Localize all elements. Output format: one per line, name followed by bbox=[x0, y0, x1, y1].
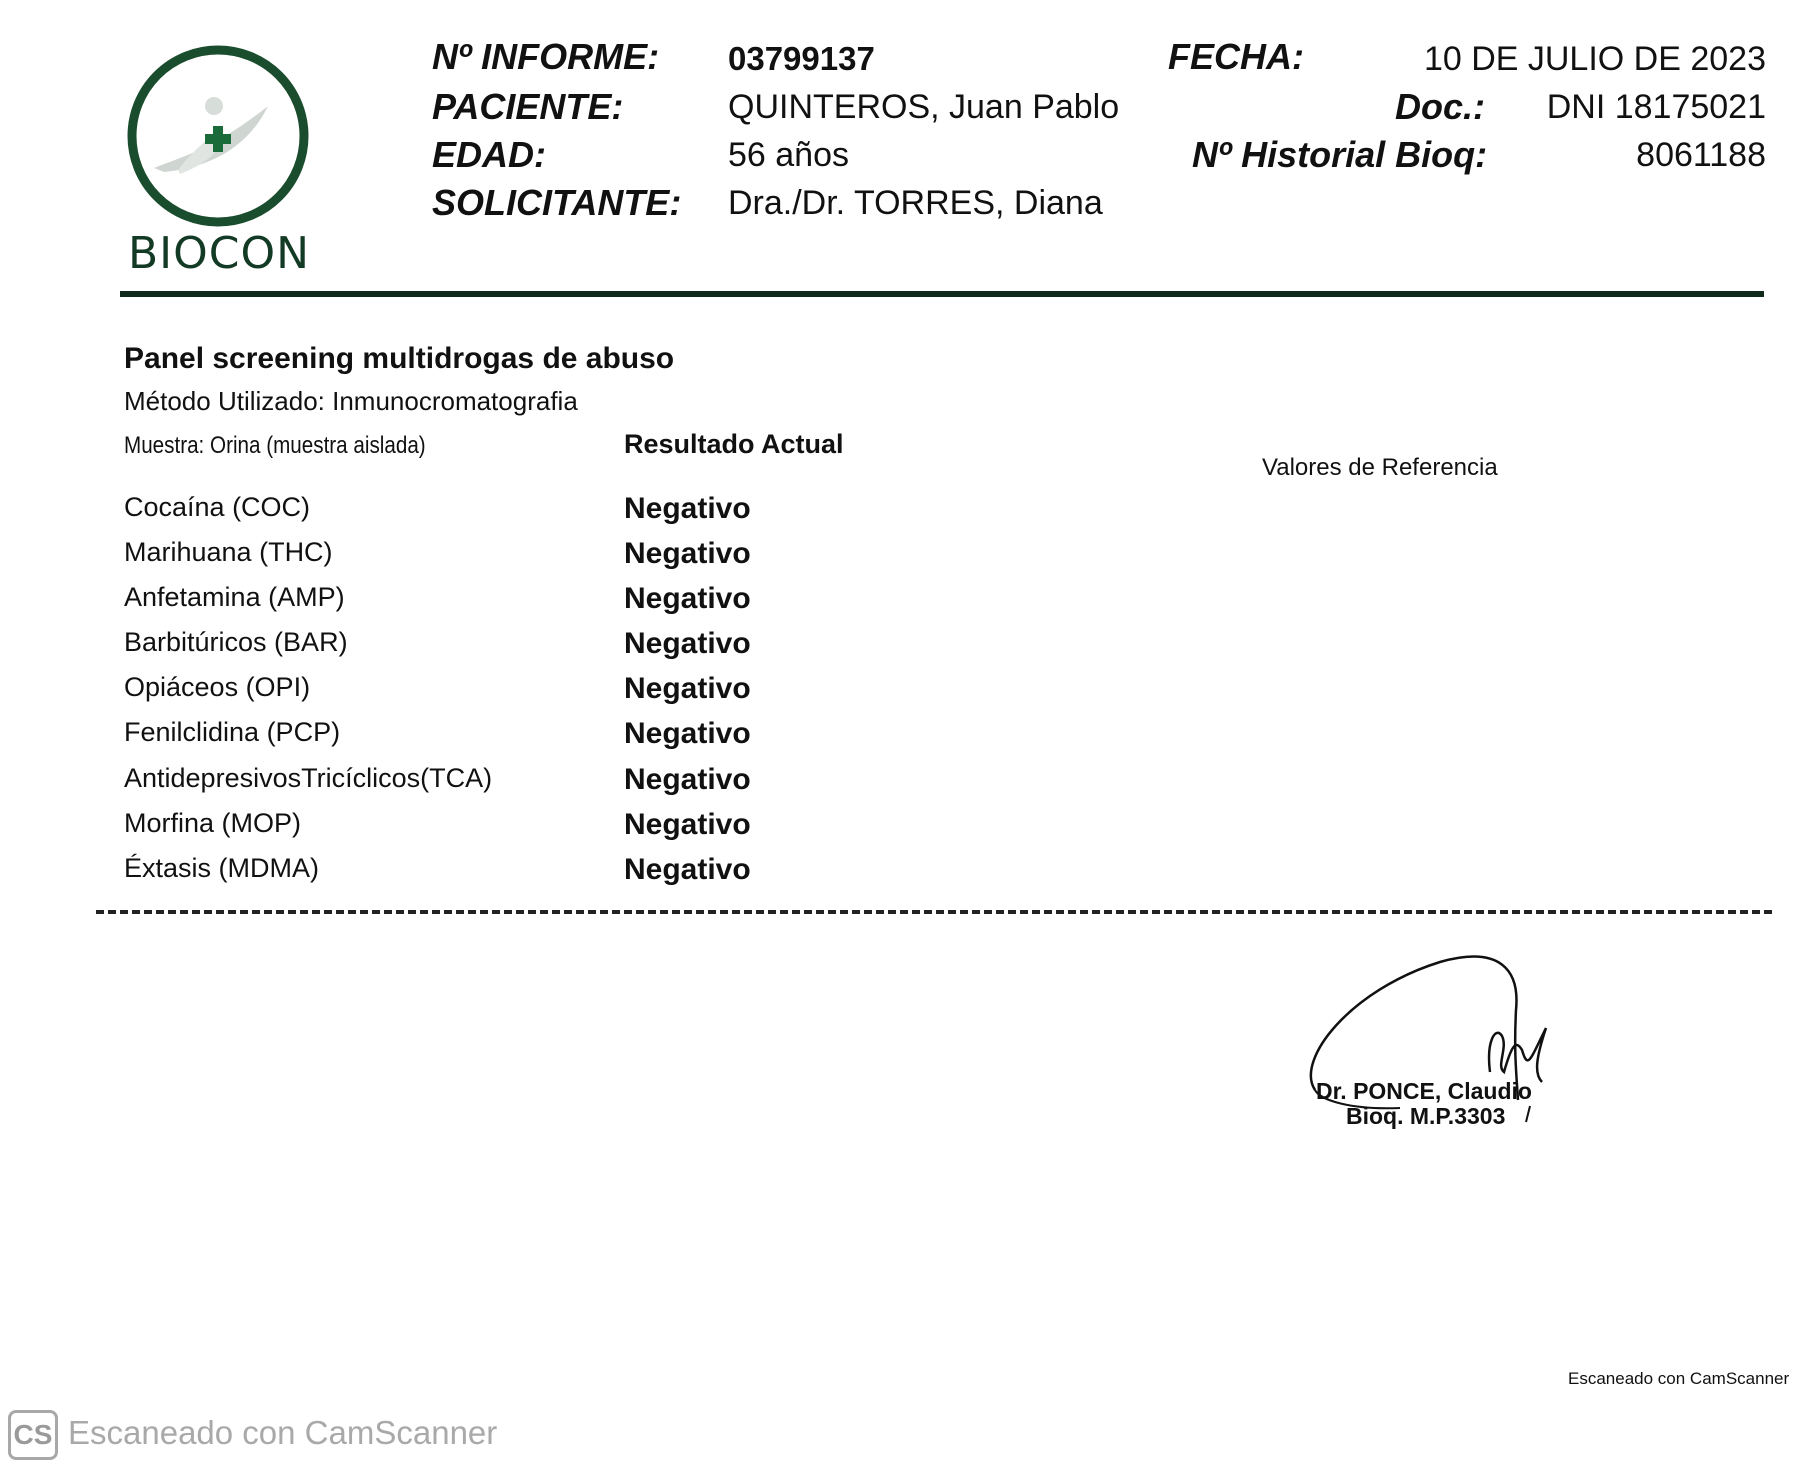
test-result: Negativo bbox=[624, 672, 751, 705]
informe-label: Nº INFORME: bbox=[432, 36, 660, 77]
informe-value: 03799137 bbox=[728, 40, 875, 77]
reference-column-header: Valores de Referencia bbox=[1262, 454, 1498, 481]
test-result: Negativo bbox=[624, 763, 751, 796]
header-divider bbox=[120, 291, 1764, 297]
scanned-note: Escaneado con CamScanner bbox=[1568, 1369, 1790, 1388]
test-name: Cocaína (COC) bbox=[124, 492, 311, 522]
test-result: Negativo bbox=[624, 808, 751, 841]
camscanner-icon: CS bbox=[8, 1410, 58, 1460]
test-name: Éxtasis (MDMA) bbox=[124, 853, 319, 883]
test-name: Fenilclidina (PCP) bbox=[124, 717, 341, 747]
test-name: Anfetamina (AMP) bbox=[124, 582, 345, 612]
signer-license: Bioq. M.P.3303 bbox=[1346, 1103, 1506, 1129]
fecha-value: 10 DE JULIO DE 2023 bbox=[1423, 40, 1766, 78]
test-name: Morfina (MOP) bbox=[124, 808, 302, 838]
test-name: Marihuana (THC) bbox=[124, 537, 333, 567]
test-result: Negativo bbox=[624, 537, 751, 570]
edad-label: EDAD: bbox=[432, 134, 546, 175]
signer-name: Dr. PONCE, Claudio bbox=[1316, 1078, 1532, 1104]
doc-value: DNI 18175021 bbox=[1546, 88, 1766, 126]
panel-title: Panel screening multidrogas de abuso bbox=[124, 342, 675, 375]
method-text: Método Utilizado: Inmunocromatografia bbox=[124, 386, 578, 416]
camscanner-watermark: Escaneado con CamScanner bbox=[68, 1414, 498, 1451]
brand-name: BIOCON bbox=[128, 228, 311, 279]
historial-value: 8061188 bbox=[1636, 136, 1766, 174]
paciente-value: QUINTEROS, Juan Pablo bbox=[728, 88, 1120, 126]
fecha-label: FECHA: bbox=[1168, 36, 1304, 77]
solicitante-label: SOLICITANTE: bbox=[432, 182, 682, 223]
solicitante-value: Dra./Dr. TORRES, Diana bbox=[728, 184, 1103, 222]
paciente-label: PACIENTE: bbox=[432, 86, 624, 127]
historial-label: Nº Historial Bioq: bbox=[1192, 134, 1488, 175]
test-result: Negativo bbox=[624, 627, 751, 660]
test-result: Negativo bbox=[624, 717, 751, 750]
result-column-header: Resultado Actual bbox=[624, 429, 844, 459]
test-name: Barbitúricos (BAR) bbox=[124, 627, 348, 657]
signature-block bbox=[1290, 940, 1580, 1140]
test-name: Opiáceos (OPI) bbox=[124, 672, 311, 702]
test-name: AntidepresivosTricíclicos(TCA) bbox=[124, 763, 493, 793]
sample-text: Muestra: Orina (muestra aislada) bbox=[124, 432, 426, 459]
section-divider bbox=[96, 910, 1772, 914]
test-result: Negativo bbox=[624, 853, 751, 886]
test-result: Negativo bbox=[624, 582, 751, 615]
doc-label: Doc.: bbox=[1395, 86, 1485, 127]
edad-value: 56 años bbox=[728, 136, 849, 174]
test-result: Negativo bbox=[624, 492, 751, 525]
